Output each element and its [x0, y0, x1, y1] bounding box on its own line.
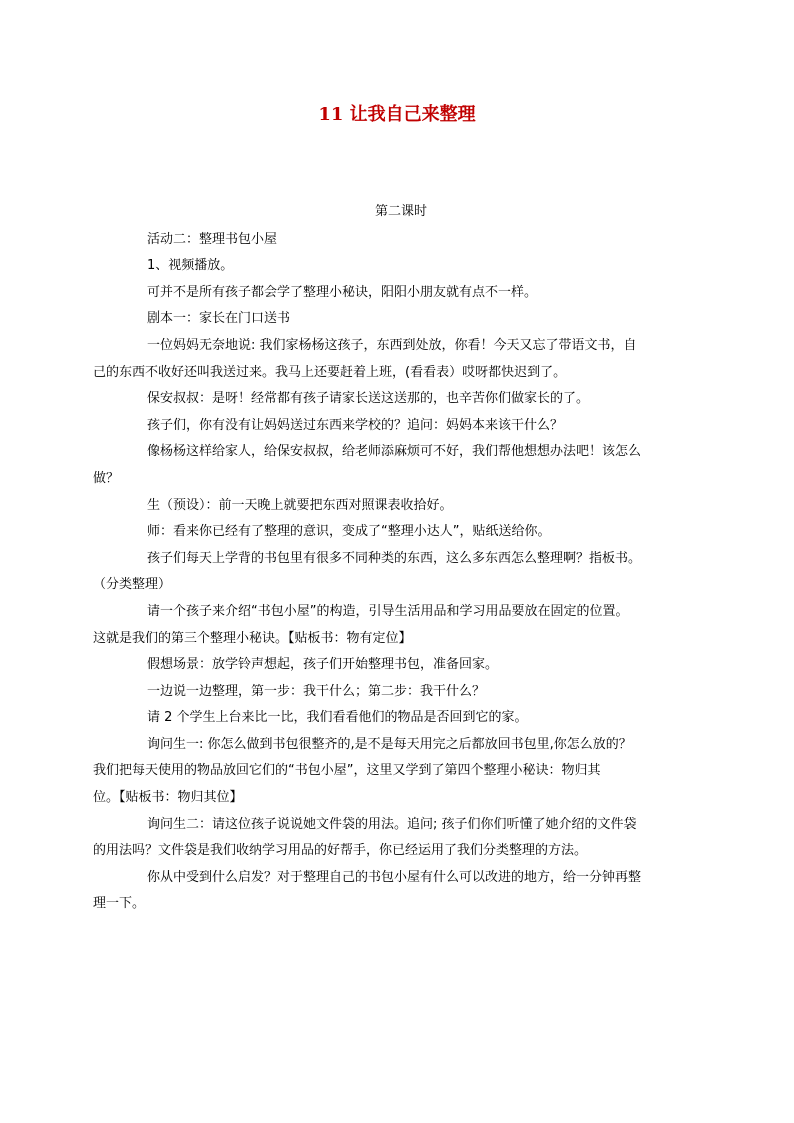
paragraph	[93, 439, 682, 492]
paragraph-line: 询问生二：请这位孩子说说她文件袋的用法。追问; 孩子们你们听懂了她介绍的文件袋	[147, 816, 637, 832]
paragraph-line: 保安叔叔：是呀！经常都有孩子请家长送这送那的，也辛苦你们做家长的了。	[147, 391, 590, 407]
paragraph-line: 请一个孩子来介绍“书包小屋”的构造，引导生活用品和学习用品要放在固定的位置。	[147, 603, 629, 619]
paragraph	[120, 227, 682, 254]
paragraph-line: 请 2 个学生上台来比一比，我们看看他们的物品是否回到它的家。	[147, 710, 528, 726]
paragraph	[93, 732, 682, 812]
paragraph	[120, 519, 682, 546]
paragraph-line: 我们把每天使用的物品放回它们的“书包小屋”，这里又学到了第四个整理小秘诀：物归其	[93, 763, 601, 779]
paragraph-line: 你从中受到什么启发？对于整理自己的书包小屋有什么可以改进的地方，给一分钟再整	[147, 869, 642, 885]
paragraph	[93, 865, 682, 918]
paragraph-line: 假想场景：放学铃声想起，孩子们开始整理书包，准备回家。	[147, 657, 499, 673]
paragraph	[120, 413, 682, 440]
paragraph-line: 己的东西不收好还叫我送过来。我马上还要赶着上班，(看看表）哎呀都快迟到了。	[93, 364, 567, 380]
paragraph	[120, 679, 682, 706]
paragraph-line: 活动二：整理书包小屋	[147, 231, 278, 247]
paragraph-line: 生（预设）：前一天晚上就要把东西对照课表收拾好。	[147, 497, 453, 513]
paragraph	[93, 812, 682, 865]
paragraph-list	[93, 227, 682, 918]
paragraph-line: 询问生一: 你怎么做到书包很整齐的,是不是每天用完之后都放回书包里,你怎么放的？	[147, 736, 632, 752]
paragraph-line: 位。【贴板书：物归其位】	[93, 790, 243, 806]
paragraph-line: 理一下。	[93, 896, 146, 912]
paragraph-line: 这就是我们的第三个整理小秘诀。【贴板书：物有定位】	[93, 630, 412, 646]
document-body	[93, 199, 682, 918]
paragraph-line: 剧本一：家长在门口送书	[147, 311, 291, 327]
paragraph-line: 孩子们，你有没有让妈妈送过东西来学校的？追问：妈妈本来该干什么？	[147, 417, 564, 433]
paragraph-line: （分类整理）	[93, 577, 172, 593]
paragraph	[120, 253, 682, 280]
paragraph-line: 的用法吗？文件袋是我们收纳学习用品的好帮手，你已经运用了我们分类整理的方法。	[93, 843, 588, 859]
paragraph-line: 师：看来你已经有了整理的意识，变成了“整理小达人”，贴纸送给你。	[147, 524, 551, 540]
paragraph	[120, 493, 682, 520]
paragraph	[93, 599, 682, 652]
paragraph	[120, 386, 682, 413]
paragraph	[120, 306, 682, 333]
document-title: 11 让我自己来整理	[318, 104, 476, 125]
paragraph	[120, 280, 682, 307]
paragraph-line: 孩子们每天上学背的书包里有很多不同种类的东西，这么多东西怎么整理啊？指板书。	[147, 550, 642, 566]
paragraph-line: 像杨杨这样给家人，给保安叔叔，给老师添麻烦可不好，我们帮他想想办法吧！该怎么	[147, 444, 642, 460]
paragraph	[93, 333, 682, 386]
paragraph-line: 1、视频播放。	[147, 258, 234, 274]
paragraph-line: 一边说一边整理，第一步：我干什么；第二步：我干什么？	[147, 683, 486, 699]
paragraph-line: 一位妈妈无奈地说: 我们家杨杨这孩子，东西到处放，你看！今天又忘了带语文书，自	[147, 337, 637, 353]
paragraph	[120, 705, 682, 732]
lesson-heading: 第二课时	[374, 204, 427, 219]
paragraph-line: 做？	[93, 470, 120, 486]
paragraph	[120, 652, 682, 679]
paragraph	[93, 546, 682, 599]
paragraph-line: 可并不是所有孩子都会学了整理小秘诀，阳阳小朋友就有点不一样。	[147, 284, 538, 300]
